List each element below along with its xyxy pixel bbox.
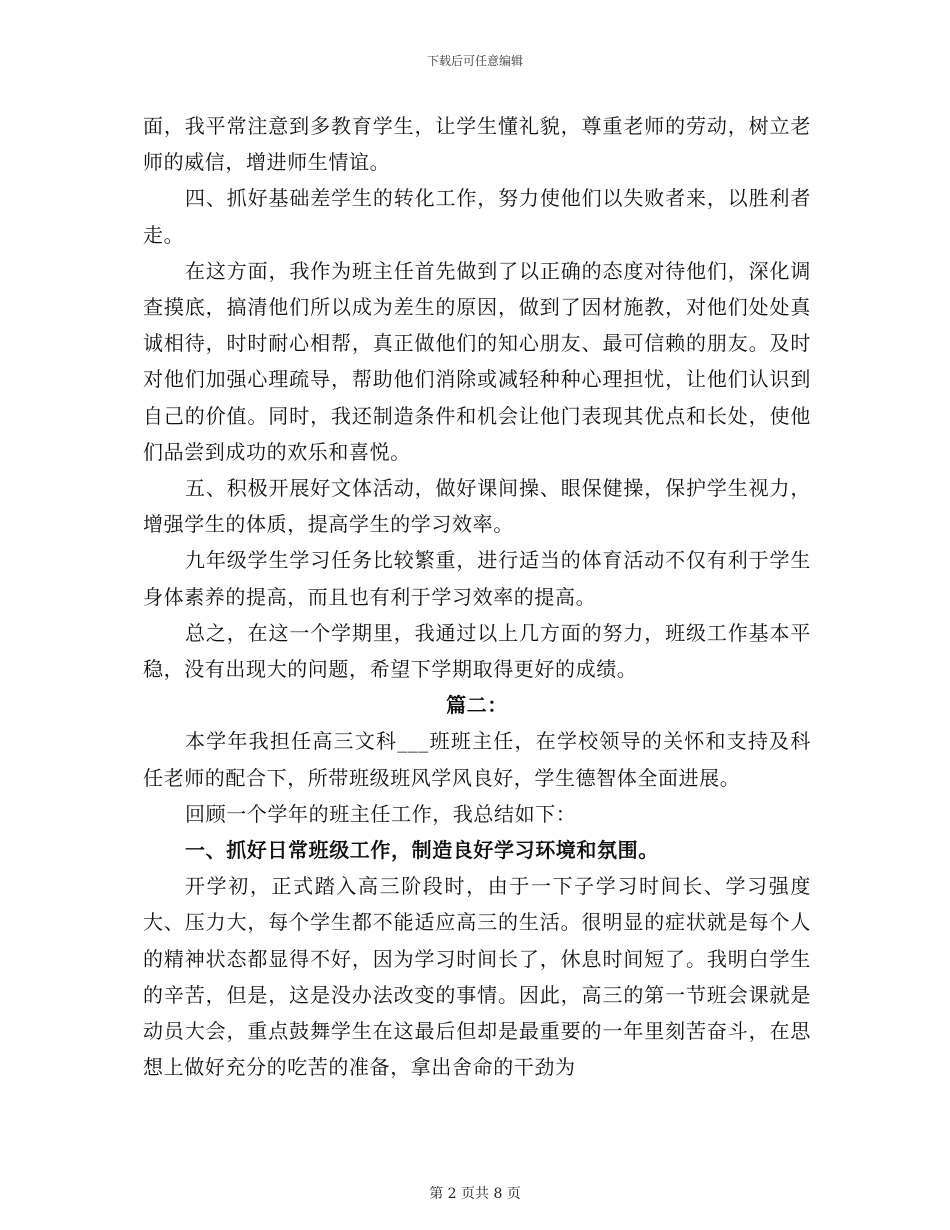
paragraph-3: 在这方面，我作为班主任首先做到了以正确的态度对待他们，深化调查摸底，搞清他们所以成为差生的原因，做到了因材施教，对他们处处真诚相待，时时耐心相帮，真正做他们的知心朋友、最可信赖的朋友。及时对他们加强心理疏导，帮助他们消除或减轻种种心理担忧，让他们认识到自己的价值。同时，我还制造条件和机会让他门表现其优点和长处，使他们品尝到成功的欢乐和喜悦。 [143, 258, 811, 464]
paragraph-9: 开学初，正式踏入高三阶段时，由于一下子学习时间长、学习强度大、压力大，每个学生都不能适应高三的生活。很明显的症状就是每个人的精神状态都显得不好，因为学习时间长了，休息时间短了。我明白学生的辛苦，但是，这是没办法改变的事情。因此，高三的第一节班会课就是动员大会，重点鼓舞学生在这最后但却是最重要的一年里刻苦奋斗，在思想上做好充分的吃苦的准备，拿出舍命的干劲为 [143, 874, 811, 1080]
paragraph-5: 九年级学生学习任务比较繁重，进行适当的体育活动不仅有利于学生身体素养的提高，而且也有利于学习效率的提高。 [143, 548, 811, 609]
page-number: 第 2 页共 8 页 [429, 1186, 521, 1202]
paragraph-7: 本学年我担任高三文科___班班主任，在学校领导的关怀和支持及科任老师的配合下，所带班级班风学风良好，学生德智体全面进展。 [143, 729, 811, 790]
document-body [143, 108, 811, 1085]
paragraph-1: 面，我平常注意到多教育学生，让学生懂礼貌，尊重老师的劳动，树立老师的威信，增进师生情谊。 [143, 114, 811, 175]
section-title: 篇二： [446, 693, 508, 718]
page-header-note: 下载后可任意编辑 [426, 54, 523, 68]
paragraph-4: 五、积极开展好文体活动，做好课间操、眼保健操，保护学生视力，增强学生的体质，提高学生的学习效率。 [143, 476, 811, 537]
paragraph-2: 四、抓好基础差学生的转化工作，努力使他们以失败者来，以胜利者走。 [143, 186, 811, 247]
subheading-1: 一、抓好日常班级工作，制造良好学习环境和氛围。 [185, 838, 659, 863]
paragraph-8: 回顾一个学年的班主任工作，我总结如下： [185, 801, 577, 826]
paragraph-6: 总之，在这一个学期里，我通过以上几方面的努力，班级工作基本平稳，没有出现大的问题，希望下学期取得更好的成绩。 [143, 620, 811, 682]
